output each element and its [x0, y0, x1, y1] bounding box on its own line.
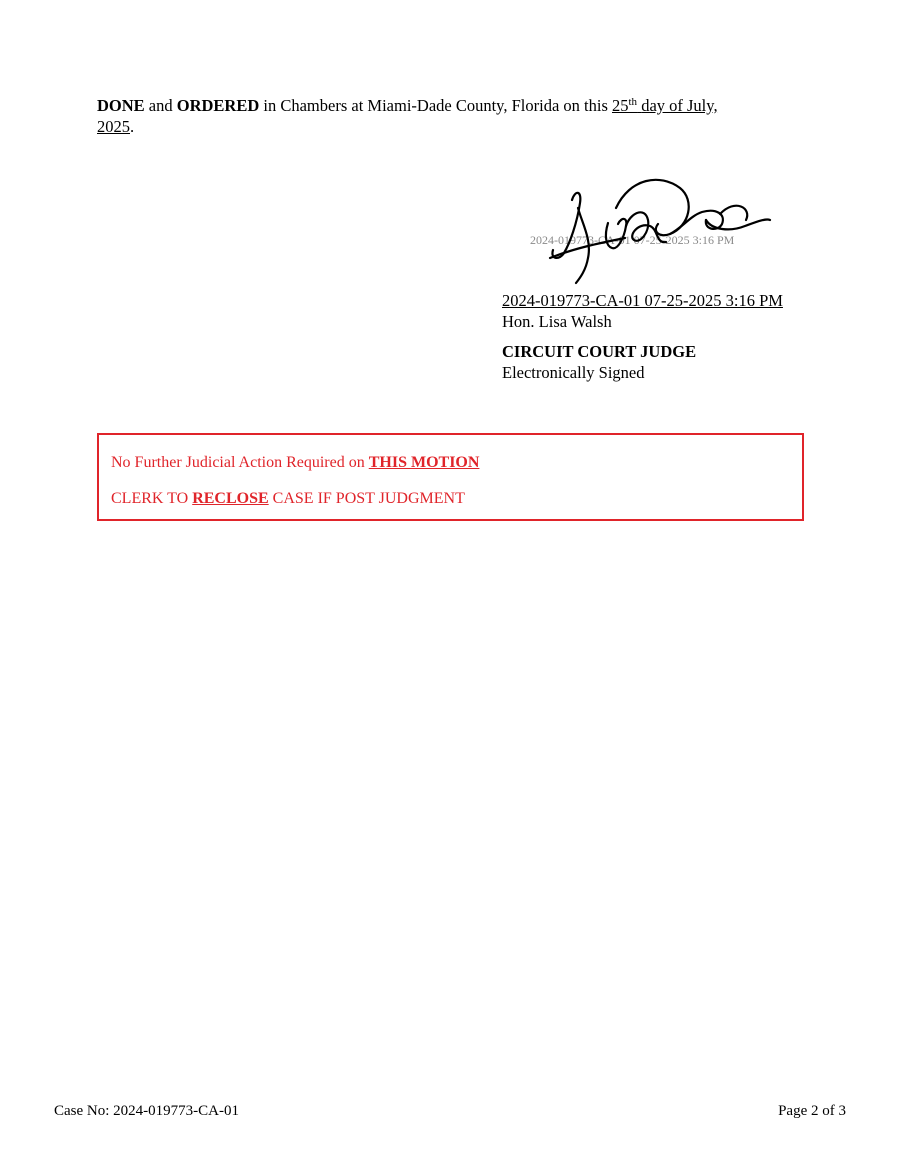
order-statement — [97, 95, 797, 137]
notice-line-1 — [111, 454, 479, 472]
day-number: 25 — [612, 96, 629, 115]
signature-block — [502, 291, 783, 383]
order-text: in Chambers at Miami-Dade County, Florida on this — [263, 96, 608, 115]
notice-line-2-post: CASE IF POST JUDGMENT — [272, 490, 465, 507]
judicial-notice-box — [97, 433, 804, 521]
notice-line-1-emphasis: THIS MOTION — [368, 454, 480, 471]
footer-page-number: Page 2 of 3 — [778, 1103, 846, 1119]
footer-case-number: Case No: 2024-019773-CA-01 — [54, 1103, 239, 1119]
and-text: and — [148, 96, 173, 115]
judge-title: CIRCUIT COURT JUDGE — [502, 342, 697, 361]
notice-line-2 — [111, 490, 465, 508]
day-rest: day of July, — [641, 96, 718, 115]
signed-note: Electronically Signed — [502, 362, 645, 382]
signature-image — [520, 168, 790, 290]
notice-line-2-emphasis: RECLOSE — [192, 490, 269, 507]
handwritten-signature — [520, 168, 790, 290]
order-period: . — [130, 117, 135, 136]
judge-name: Hon. Lisa Walsh — [502, 311, 612, 331]
done-label: DONE — [97, 96, 145, 115]
order-year: 2025 — [97, 117, 130, 136]
signature-stamp: 2024-019773-CA-01 07-25-2025 3:16 PM — [502, 291, 783, 310]
notice-line-2-pre: CLERK TO — [111, 490, 189, 507]
day-suffix: th — [628, 96, 638, 108]
ordered-label: ORDERED — [176, 96, 260, 115]
order-date — [612, 96, 718, 115]
notice-line-1-text: No Further Judicial Action Required on — [111, 454, 365, 471]
signature-image-stamp: 2024-019773-CA-01 07-25-2025 3:16 PM — [530, 233, 735, 247]
